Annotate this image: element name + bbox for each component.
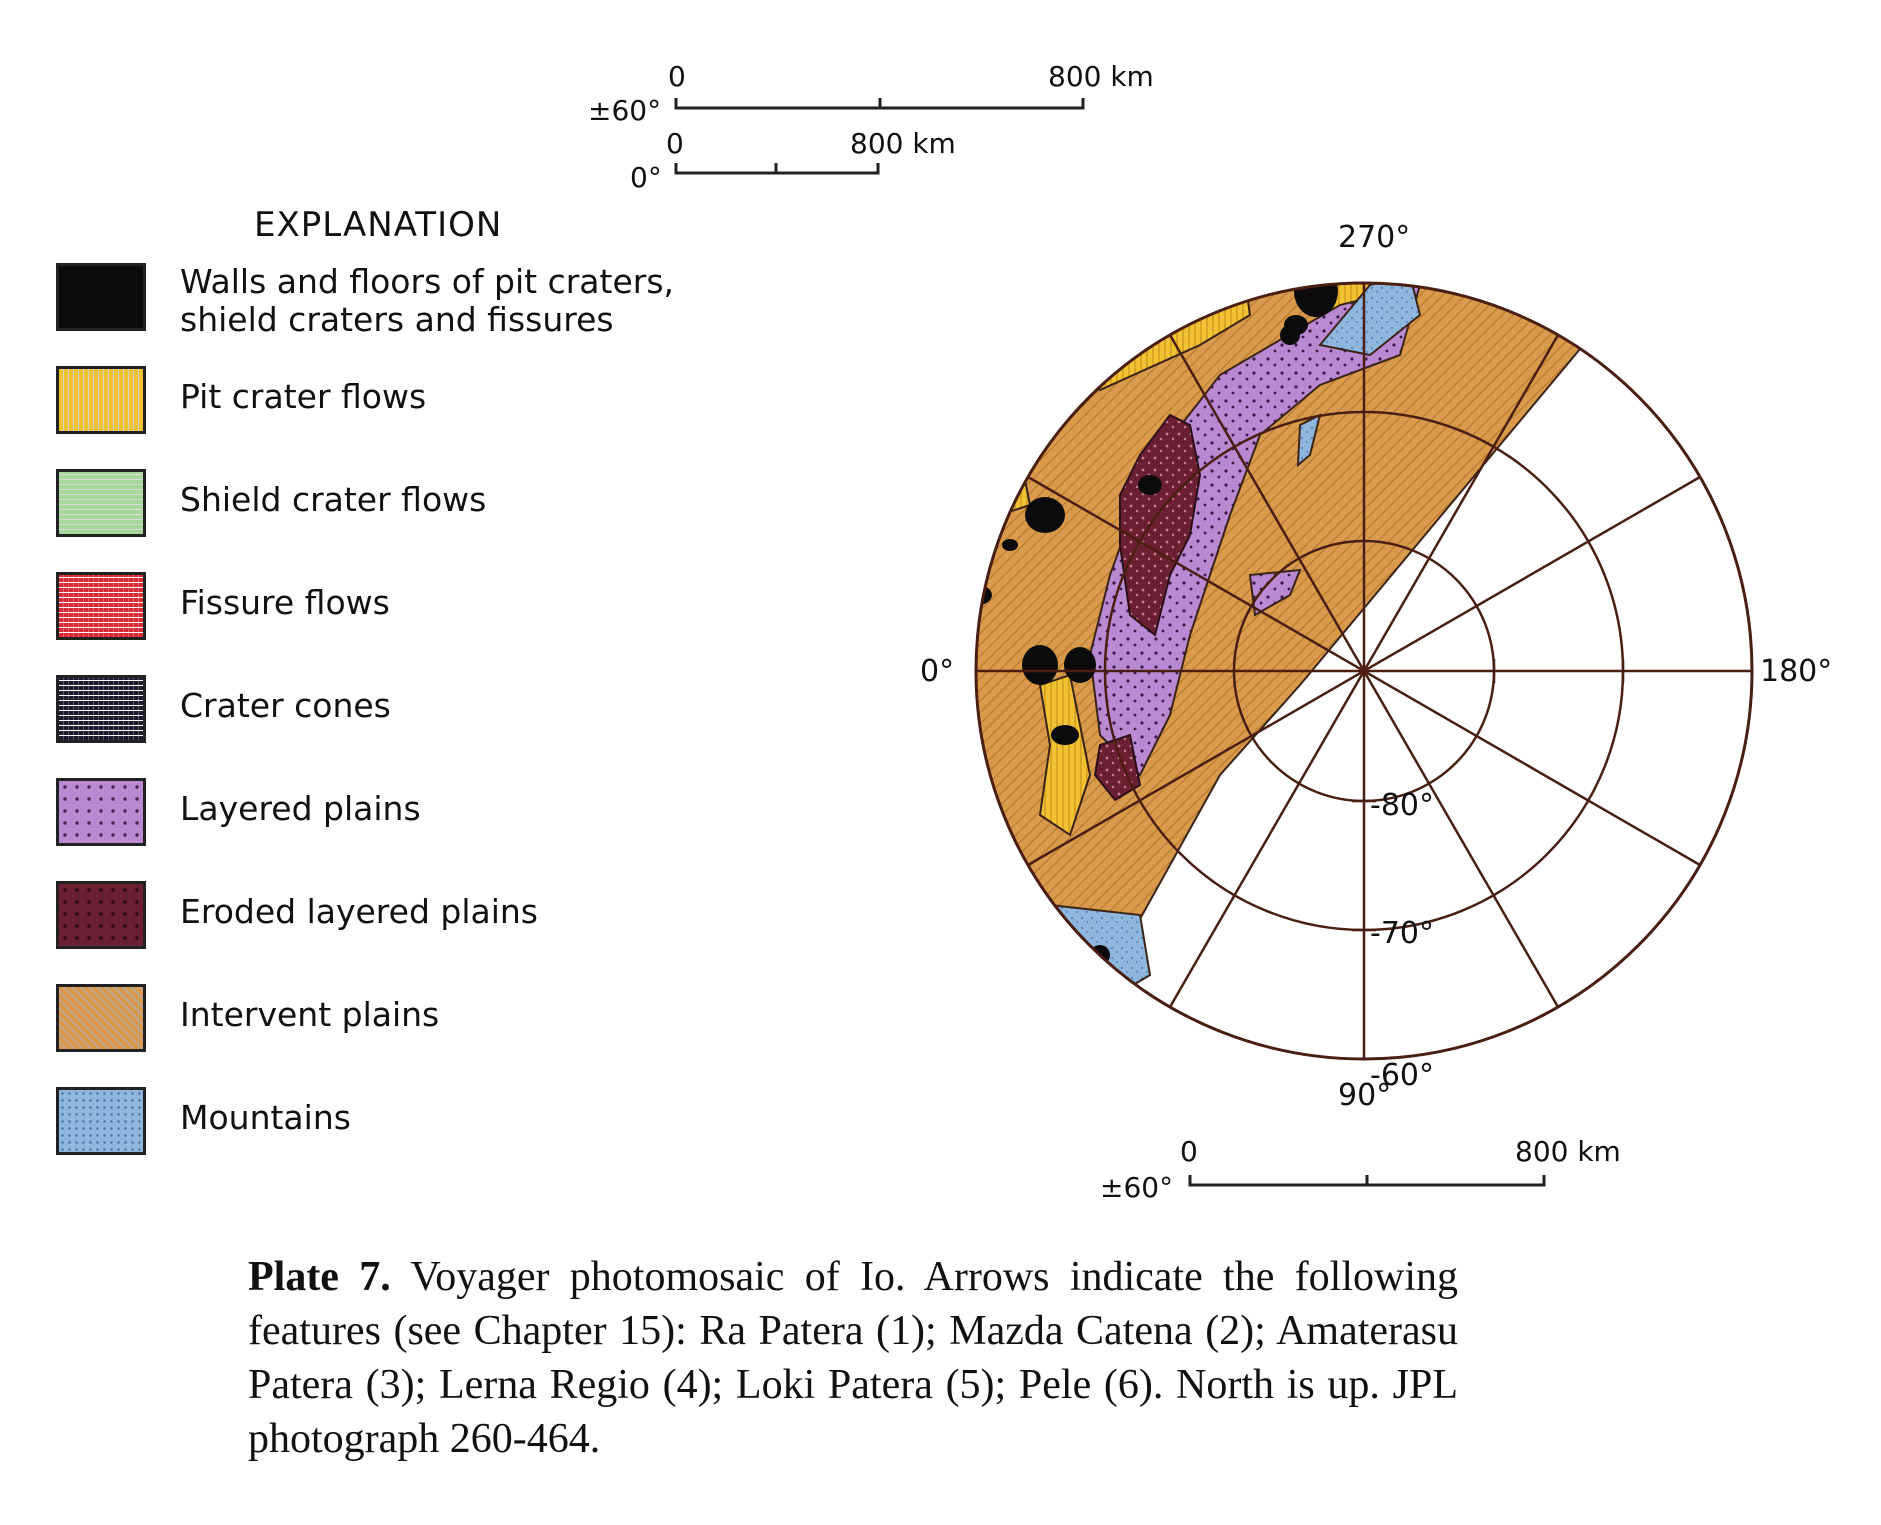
plate-caption — [248, 1250, 1458, 1466]
legend-swatch — [56, 881, 146, 949]
scale-zero-label: 0 — [1180, 1135, 1198, 1168]
legend-swatch — [56, 984, 146, 1052]
legend-item — [56, 778, 776, 858]
scale-end-label: 800 km — [850, 127, 956, 160]
scale-line — [630, 127, 1080, 187]
legend-label: Mountains — [180, 1098, 351, 1137]
legend-swatch — [56, 469, 146, 537]
latitude-label-70: -70° — [1370, 916, 1434, 951]
polar-geologic-map — [900, 215, 1880, 1135]
unit-layered-plains — [900, 495, 990, 645]
caption-plate-number: Plate 7. — [248, 1254, 391, 1300]
scale-lat-label: ±60° — [588, 94, 662, 127]
scale-zero-label: 0 — [666, 127, 684, 160]
latitude-label-80: -80° — [1370, 788, 1434, 823]
longitude-label-90: 90° — [1338, 1078, 1392, 1113]
legend-item — [56, 366, 776, 446]
legend-item — [56, 263, 776, 343]
legend-swatch — [56, 572, 146, 640]
legend-label: Eroded layered plains — [180, 892, 538, 931]
longitude-label-270: 270° — [1338, 220, 1411, 255]
latitude-label-60: -60° — [1370, 1058, 1434, 1093]
scale-zero-label: 0 — [668, 60, 686, 93]
legend-item — [56, 675, 776, 755]
scale-bar-bottom-60 — [1100, 1135, 1660, 1205]
legend-label: Shield crater flows — [180, 480, 487, 519]
legend-title: EXPLANATION — [254, 205, 503, 245]
legend-label: Crater cones — [180, 686, 391, 725]
legend-label: Fissure flows — [180, 583, 390, 622]
longitude-label-180: 180° — [1760, 654, 1833, 689]
legend-item — [56, 881, 776, 961]
legend-swatch — [56, 675, 146, 743]
legend-swatch — [56, 1087, 146, 1155]
scale-bar-top-0 — [630, 127, 1080, 194]
unit-layered-plains — [900, 705, 980, 815]
legend-label: Walls and floors of pit craters, shield craters and fissures — [180, 262, 675, 339]
scale-end-label: 800 km — [1515, 1135, 1621, 1168]
legend-swatch — [56, 778, 146, 846]
legend-item — [56, 572, 776, 652]
caption-text: Voyager photomosaic of Io. Arrows indicate the following features (see Chapter 15): Ra Patera (1); Mazda Catena (2); Amaterasu Patera (3); Lerna Regio (4); Loki Patera (5); Pele (6). North is up. JPL photograph 260-464. — [248, 1254, 1459, 1462]
legend-swatch — [56, 263, 146, 331]
scale-lat-label: ±60° — [1100, 1171, 1174, 1204]
longitude-label-0: 0° — [920, 654, 955, 689]
scale-end-label: 800 km — [1048, 60, 1154, 93]
legend-swatch — [56, 366, 146, 434]
scale-lat-label: 0° — [630, 161, 662, 194]
legend-label: Layered plains — [180, 789, 421, 828]
legend-item — [56, 1087, 776, 1167]
scale-bar-top-60 — [588, 60, 1188, 127]
scale-line — [588, 60, 1188, 120]
legend-label: Intervent plains — [180, 995, 440, 1034]
scale-line — [1100, 1135, 1660, 1205]
legend-item — [56, 984, 776, 1064]
legend-item — [56, 469, 776, 549]
legend-label: Pit crater flows — [180, 377, 427, 416]
